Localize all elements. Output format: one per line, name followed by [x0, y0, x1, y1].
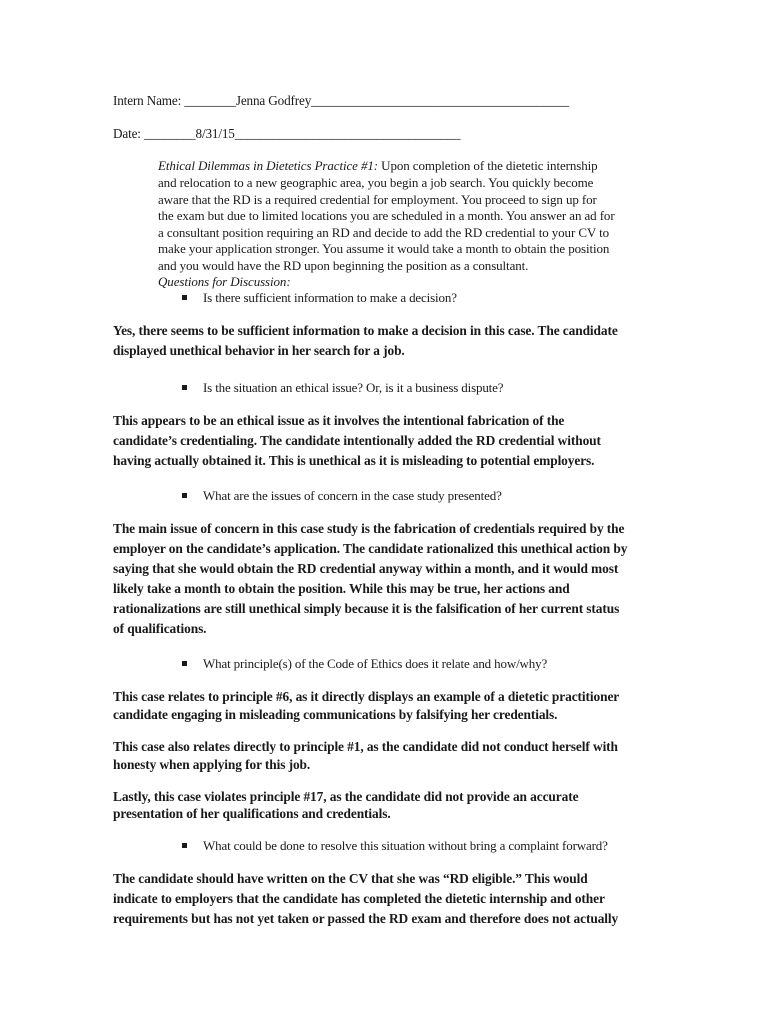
case-line: make your application stronger. You assume it would take a month to obtain the position — [158, 241, 610, 256]
answer-line: requirements but has not yet taken or passed the RD exam and therefore does not actually — [113, 911, 619, 926]
bullet-icon — [182, 661, 187, 666]
answer-line: honesty when applying for this job. — [113, 757, 311, 772]
bullet-icon — [182, 843, 187, 848]
answer-line: Yes, there seems to be sufficient information to make a decision in this case. The candidate — [113, 323, 618, 338]
question-5: What could be done to resolve this situation without bring a complaint forward? — [203, 838, 608, 853]
answer-line: This case also relates directly to principle #1, as the candidate did not conduct herself with — [113, 739, 618, 754]
answer-line: candidate’s credentialing. The candidate intentionally added the RD credential without — [113, 433, 601, 448]
bullet-icon — [182, 493, 187, 498]
answer-line: Lastly, this case violates principle #17, as the candidate did not provide an accurate — [113, 789, 579, 804]
case-line: the exam but due to limited locations you are scheduled in a month. You answer an ad for — [158, 208, 615, 223]
answer-line: employer on the candidate’s application. The candidate rationalized this unethical action by — [113, 541, 628, 556]
bullet-icon — [182, 295, 187, 300]
case-title: Ethical Dilemmas in Dietetics Practice #1: — [158, 158, 378, 173]
answer-line: likely take a month to obtain the position. While this may be true, her actions and — [113, 581, 570, 596]
case-line: a consultant position requiring an RD and decide to add the RD credential to your CV to — [158, 224, 610, 240]
intern-name-line: Intern Name: ________Jenna Godfrey________________________________________ — [113, 93, 569, 108]
question-3: What are the issues of concern in the case study presented? — [203, 488, 502, 503]
answer-line: rationalizations are still unethical simply because it is the falsification of her current status — [113, 601, 620, 616]
answer-line: saying that she would obtain the RD credential anyway within a month, and it would most — [113, 561, 619, 576]
answer-line: This appears to be an ethical issue as it involves the intentional fabrication of the — [113, 413, 565, 428]
date-line: Date: ________8/31/15___________________________________ — [113, 126, 461, 141]
question-4: What principle(s) of the Code of Ethics does it relate and how/why? — [203, 656, 548, 671]
answer-line: The candidate should have written on the CV that she was “RD eligible.” This would — [113, 871, 588, 886]
answer-line: The main issue of concern in this case study is the fabrication of credentials required by the — [113, 521, 625, 536]
question-1: Is there sufficient information to make a decision? — [203, 290, 457, 305]
bullet-icon — [182, 385, 187, 390]
answer-line: having actually obtained it. This is unethical as it is misleading to potential employers. — [113, 453, 595, 468]
case-first-line — [158, 158, 598, 175]
answer-line: This case relates to principle #6, as it directly displays an example of a dietetic practitioner — [113, 689, 620, 704]
question-2: Is the situation an ethical issue? Or, is it a business dispute? — [203, 380, 504, 395]
answer-line: presentation of her qualifications and credentials. — [113, 806, 391, 821]
answer-line: displayed unethical behavior in her search for a job. — [113, 343, 405, 358]
case-first-line-rest: Upon completion of the dietetic internship — [378, 158, 598, 173]
questions-heading: Questions for Discussion: — [158, 273, 291, 289]
answer-line: indicate to employers that the candidate has completed the dietetic internship and other — [113, 891, 605, 906]
case-line: and relocation to a new geographic area, you begin a job search. You quickly become — [158, 175, 594, 190]
answer-line: candidate engaging in misleading communications by falsifying her credentials. — [113, 707, 558, 722]
case-line: aware that the RD is a required credential for employment. You proceed to sign up for — [158, 191, 597, 207]
answer-line: of qualifications. — [113, 621, 207, 636]
case-line: and you would have the RD upon beginning the position as a consultant. — [158, 257, 529, 273]
